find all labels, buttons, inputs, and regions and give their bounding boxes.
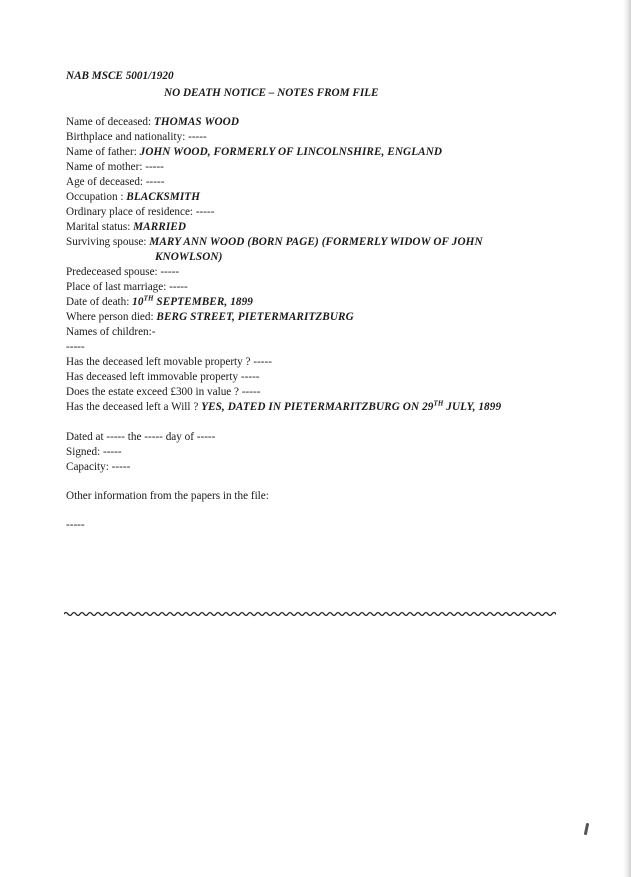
field-label: Predeceased spouse: -----: [66, 266, 180, 278]
value-rest: SEPTEMBER, 1899: [153, 296, 253, 308]
field-label: Names of children:-: [66, 326, 156, 338]
field-surviving-spouse: [66, 235, 483, 249]
field-label: Has the deceased left movable property ? -----: [66, 356, 272, 368]
value-main: YES, DATED IN PIETERMARITZBURG ON 29: [201, 401, 434, 413]
field-value: KNOWLSON): [155, 251, 223, 263]
capacity-line: Capacity: -----: [66, 461, 131, 473]
field-children-value: [66, 340, 85, 354]
field-label: Name of deceased:: [66, 116, 154, 128]
field-age: [66, 175, 164, 189]
field-label: Surviving spouse:: [66, 236, 150, 248]
other-info-value: -----: [66, 519, 85, 531]
field-value: BLACKSMITH: [126, 191, 201, 203]
field-label: Name of father:: [66, 146, 140, 158]
wavy-divider: [64, 609, 556, 619]
field-movable-property: [66, 355, 272, 369]
field-label: Marital status:: [66, 221, 134, 233]
field-label: Place of last marriage: -----: [66, 281, 188, 293]
field-label: Has deceased left immovable property -----: [66, 371, 260, 383]
field-label: Name of mother: -----: [66, 161, 164, 173]
value-suffix: TH: [143, 294, 154, 303]
field-label: Date of death:: [66, 296, 133, 308]
field-value: BERG STREET, PIETERMARITZBURG: [156, 311, 354, 323]
field-label: Age of deceased: -----: [66, 176, 165, 188]
field-place-of-death: [66, 310, 354, 324]
value-day: 10: [132, 296, 144, 308]
field-value: [132, 296, 253, 308]
page-edge-shadow: [623, 0, 631, 877]
field-occupation: [66, 190, 200, 204]
field-label: Birthplace and nationality: -----: [66, 131, 207, 143]
field-value: JOHN WOOD, FORMERLY OF LINCOLNSHIRE, ENGLAND: [139, 146, 443, 158]
field-residence: [66, 205, 214, 219]
signed-line: Signed: -----: [66, 446, 122, 458]
field-mother: [66, 160, 164, 174]
field-label: Occupation :: [66, 191, 127, 203]
field-predeceased-spouse: [66, 265, 179, 279]
field-father: [66, 145, 442, 159]
field-will: [66, 400, 501, 414]
field-name-of-deceased: [66, 115, 239, 129]
scan-speck: [584, 823, 589, 835]
field-label: Where person died:: [66, 311, 157, 323]
field-value: MARRIED: [133, 221, 187, 233]
value-suffix: TH: [433, 399, 444, 408]
field-value: THOMAS WOOD: [153, 116, 240, 128]
value-rest: JULY, 1899: [443, 401, 502, 413]
field-children: [66, 325, 155, 339]
field-value: [201, 401, 501, 413]
field-label: Ordinary place of residence: -----: [66, 206, 215, 218]
field-surviving-spouse-cont: [155, 250, 222, 264]
field-value: MARY ANN WOOD (BORN PAGE) (FORMERLY WIDOW OF JOHN: [149, 236, 483, 248]
field-place-of-marriage: [66, 280, 188, 294]
field-label: Has the deceased left a Will ?: [66, 401, 202, 413]
field-date-of-death: [66, 295, 253, 309]
field-value: -----: [66, 341, 85, 353]
file-reference: NAB MSCE 5001/1920: [66, 70, 174, 82]
field-marital-status: [66, 220, 186, 234]
field-label: Does the estate exceed £300 in value ? -----: [66, 386, 261, 398]
field-immovable-property: [66, 370, 260, 384]
other-info-label: Other information from the papers in the file:: [66, 490, 269, 502]
document-title: NO DEATH NOTICE – NOTES FROM FILE: [164, 87, 379, 99]
field-birthplace: [66, 130, 207, 144]
dated-at-line: Dated at ----- the ----- day of -----: [66, 431, 216, 443]
field-estate-value: [66, 385, 260, 399]
